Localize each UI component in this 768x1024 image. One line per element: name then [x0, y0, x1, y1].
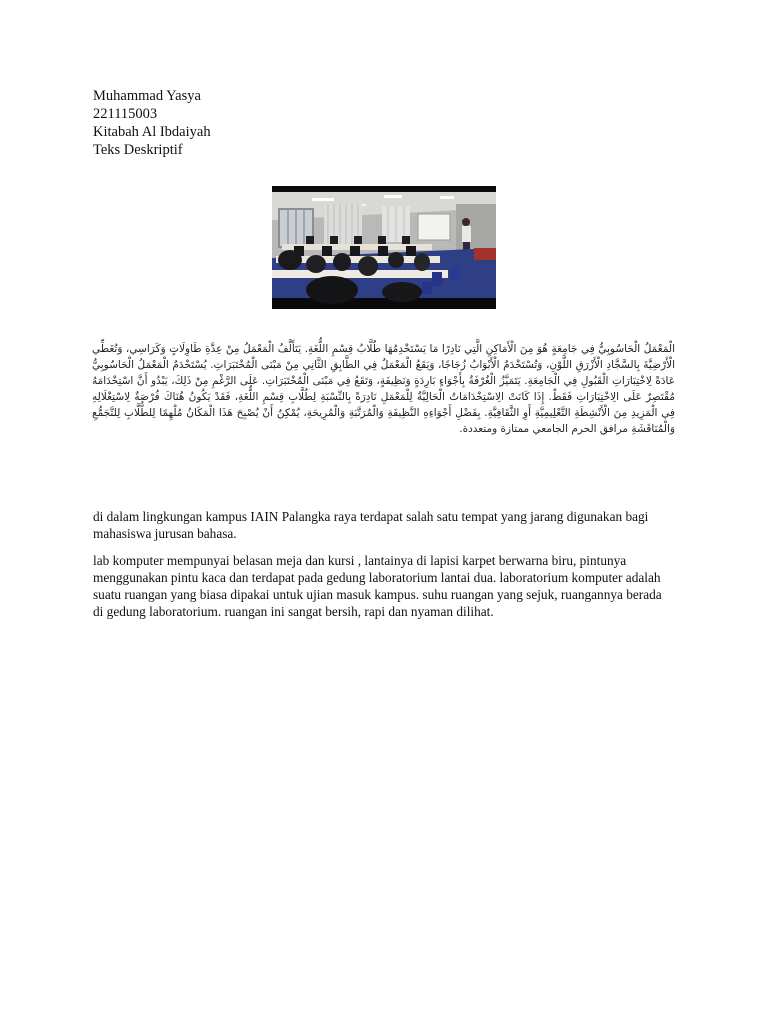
computer-lab-photo: [272, 186, 496, 309]
assignment-topic: Teks Deskriptif: [93, 142, 183, 158]
arabic-paragraph: الْمَعْمَلُ الْحَاسُوبِيُّ فِي جَامِعَةٍ هُوَ مِنَ الْأَمَاكِنِ الَّتِي نَادِرًا مَا يَسْتَخْدِمُهَا طُلَّابُ قِسْمِ اللُّغَةِ. يَتَأَلَّفُ الْمَعْمَلُ مِنْ عِدَّةِ طَاوِلَاتٍ وَكَرَاسِي، وَتُغَطِّي الْأَرْضِيَّةَ بِالسَّجَّادِ الْأَزْرَقِ اللَّوْنِ، وَتُسْتَخْدَمُ الْأَبْوَابُ زُجَاجًا، وَيَقَعُ الْمَعْمَلُ فِي الطَّابِقِ الثَّانِي مِنْ مَبْنَى الْمُخْتَبَرَاتِ. يُسْتَخْدَمُ الْمَعْمَلُ الْحَاسُوبِيُّ عَادَةً لِاخْتِبَارَاتِ الْقَبُولِ فِي الْجَامِعَةِ. يَتَمَيَّزُ الْغُرْفَةُ بِأَجْوَاءٍ بَارِدَةٍ وَنَظِيفَةٍ، وَتَقَعُ فِي مَبْنَى الْمُخْتَبَرَاتِ. عَلَى الرَّغْمِ مِنْ ذَلِكَ، يَبْدُو أَنَّ اسْتِخْدَامَهُ مُقْتَصِرٌ عَلَى الِاخْتِبَارَاتِ فَقَطْ. إِذَا كَانَتْ الِاسْتِخْدَامَاتُ الْحَالِيَّةُ لِلْمَعْمَلِ نَادِرَةً بِالنِّسْبَةِ لِطُلَّابِ قِسْمِ اللُّغَةِ، فَقَدْ يَكُونُ هُنَاكَ فُرْصَةٌ لِاسْتِغْلَالِهِ فِي الْمَزِيدِ مِنَ الْأَنْشِطَةِ التَّعْلِيمِيَّةِ أَوِ الثَّقَافِيَّةِ. بِفَضْلِ أَجْوَاءِهِ النَّظِيفَةِ وَالْمُرَتَّبَةِ وَالْمُرِيحَةِ، يُمْكِنُ أَنْ يُصْبِحَ هَذَا الْمَكَانُ مُلْهِمًا لِلطُّلَّابِ لِلتَّجَمُّعِ وَالْمُنَاقَشَةِ مرافق الحرم الجامعي ممتازة ومتعددة.: [92, 343, 675, 435]
author-header: [93, 87, 211, 159]
course-name: Kitabah Al Ibdaiyah: [93, 124, 211, 140]
paragraph-intro: di dalam lingkungan kampus IAIN Palangka raya terdapat salah satu tempat yang jarang digunakan bagi mahasiswa jurusan bahasa.: [93, 509, 649, 541]
computer-lab-illustration: [272, 186, 496, 309]
paragraph-description: lab komputer mempunyai belasan meja dan kursi , lantainya di lapisi karpet berwarna biru, pintunya menggunakan pintu kaca dan terdapat pada gedung laboratorium lantai dua. laboratorium komputer adalah suatu ruangan yang biasa dipakai untuk ujian masuk kampus. suhu ruangan yang sejuk, ruangannya berada di gedung laboratorium. ruangan ini sangat bersih, rapi dan nyaman dilihat.: [93, 553, 662, 619]
student-id: 221115003: [93, 106, 158, 122]
author-name: Muhammad Yasya: [93, 88, 201, 104]
